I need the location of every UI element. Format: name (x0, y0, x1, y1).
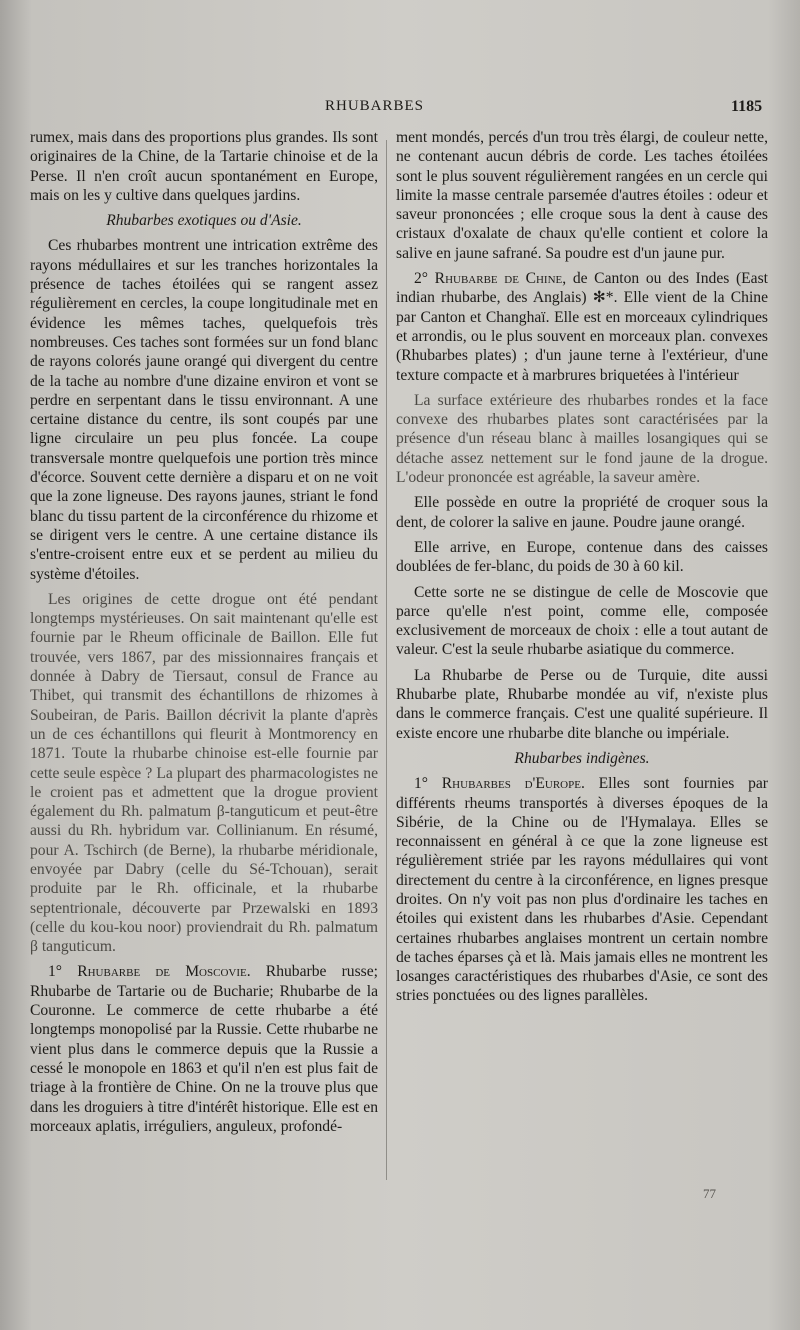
column-divider (386, 140, 387, 1180)
page-number: 1185 (731, 98, 763, 115)
entry-text: Rhubarbe russe; Rhubarbe de Tartarie ou de Bucharie; Rhubarbe de la Couronne. Le commerce de cette rhubarbe a été longtemps monopolisé par la Russie. Cette rhubarbe ne vient plus dans le commerce depuis que la Russie a cessé le monopole en 1863 et qu'il n'en est plus fait de triage à la frontière de Chine. On ne la trouve plus que dans les droguiers à titre d'intérêt historique. Elle est en morceaux aplatis, irréguliers, anguleux, profondé- (30, 963, 378, 1135)
left-column (30, 128, 378, 1142)
running-title: RHUBARBES (325, 98, 425, 114)
right-column (396, 128, 768, 1012)
paragraph: rumex, mais dans des proportions plus grandes. Ils sont originaires de la Chine, de la Tartarie chinoise et de la Perse. Il n'en croît aucun spontanément en Europe, mais on les y cultive dans quelques jardins. (30, 129, 378, 204)
printer-signature: 77 (703, 1186, 716, 1201)
paragraph-europe (396, 774, 768, 1006)
section-heading-exotic: Rhubarbes exotiques ou d'Asie. (106, 212, 302, 230)
paragraph-chine (396, 269, 768, 385)
entry-lead: 2° Rhubarbe de Chine, (414, 270, 567, 288)
entry-lead: 1° Rhubarbes d'Europe. (414, 775, 585, 793)
entry-lead: 1° Rhubarbe de Moscovie. (48, 963, 251, 981)
paragraph: ment mondés, percés d'un trou très élargi, de couleur nette, ne contenant aucun débris de corde. Les taches étoilées sont le plus souvent régulièrement rangées en un cercle qui limite la masse centrale parsemée d'autres étoiles : odeur et saveur prononcées ; elle croque sous la dent à cause des cristaux d'oxalate de chaux qu'elle contient et colore la salive en jaune safrané. Sa poudre est d'un jaune pur. (396, 129, 768, 262)
entry-text: de Canton ou des Indes (East indian rhubarbe, des Anglais) ✻*. Elle vient de la Chine par Canton et Changhaï. Elle est en morceaux cylindriques et arrondis, ou le plus souvent en morceaux plan. convexes (Rhubarbes plates) ; d'un jaune terne à l'extérieur, d'une texture compacte et à marbrures briquetées à l'intérieur (396, 270, 768, 384)
paragraph: Elle arrive, en Europe, contenue dans des caisses doublées de fer-blanc, du poids de 30 à 60 kil. (396, 538, 768, 576)
entry-text: Elles sont fournies par différents rheums transportés à diverses époques de la Sibérie, de la Chine ou de l'Hymalaya. Elles se reconnaissent en général à ce que la zone ligneuse est régulièrement striée par les rayons médullaires qui vont directement du centre à la circonférence, en lignes presque droites. On n'y voit pas non plus d'ordinaire les taches en étoiles qui existent dans les rhubarbes d'Asie. Cependant certaines rhubarbes anglaises montrent un certain nombre de taches éparses çà et là. Mais jamais elles ne montrent les losanges caractéristiques des rhubarbes d'Asie, ce sont des stries ponctuées ou des lignes parallèles. (396, 775, 768, 1005)
paragraph: Ces rhubarbes montrent une intrication extrême des rayons médullaires et sur les tranches horizontales la présence de taches étoilées qui se rangent assez régulièrement en cercles, la coupe longitudinale met en évidence les mêmes taches, quelquefois très nombreuses. Ces taches sont formées sur un fond blanc de rayons colorés jaune orangé qui divergent du centre de la tache au nombre d'une dizaine environ et vont se perdre en serpentant dans le tissu environnant. A une certaine distance du centre, ils sont coupés par une ligne circulaire un peu plus foncée. La coupe transversale montre quelquefois une portion très mince d'écorce. Souvent cette dernière a disparu et on ne voit que la zone ligneuse. Des rayons jaunes, striant le fond blanc du tissu partent de la circonférence du rhizome et se dirigent vers le centre. A une certaine distance ils s'entre-croisent entre eux et se perdent au milieu du système d'étoiles. (30, 237, 378, 583)
page-header (0, 98, 800, 118)
section-heading-indigenous: Rhubarbes indigènes. (514, 749, 650, 767)
paragraph: Les origines de cette drogue ont été pendant longtemps mystérieuses. On sait maintenant qu'elle est fournie par le Rheum officinale de Baillon. Elle fut trouvée, vers 1867, par des missionnaires français et donnée à Dabry de Tiersaut, consul de France au Thibet, qui transmit des échantillons de rhizomes à Soubeiran, de Paris. Baillon décrivit la plante d'après un de ces échantillons qui fleurit à Montmorency en 1871. Toute la rhubarbe chinoise est-elle fournie par cette seule espèce ? La plupart des pharmacologistes ne le croient pas et admettent que la drogue provient également du Rh. palmatum β-tanguticum et peut-être aussi du Rh. hybridum var. Collinianum. En résumé, pour A. Tschirch (de Berne), la rhubarbe méridionale, envoyée par Dabry (celle du Sé-Tchouan), serait produite par le Rh. officinale, et la rhubarbe septentrionale, découverte par Przewalski en 1893 (celle du kou-kou noor) proviendrait du Rh. palmatum β tanguticum. (30, 590, 378, 956)
paragraph: La Rhubarbe de Perse ou de Turquie, dite aussi Rhubarbe plate, Rhubarbe mondée au vif, n'existe plus dans le commerce français. C'est une qualité supérieure. Il existe encore une rhubarbe dite blanche ou impériale. (396, 666, 768, 742)
paragraph: Cette sorte ne se distingue de celle de Moscovie que parce qu'elle n'est point, comme elle, composée exclusivement de morceaux de choix : elle a tout autant de valeur. C'est la seule rhubarbe asiatique du commerce. (396, 583, 768, 659)
paragraph-moscovie (30, 962, 378, 1136)
paragraph: La surface extérieure des rhubarbes rondes et la face convexe des rhubarbes plates sont caractérisées par la présence d'un réseau blanc à mailles losangiques qui se détache assez nettement sur le fond jaune de la drogue. L'odeur prononcée est agréable, la saveur amère. (396, 391, 768, 487)
paragraph: Elle possède en outre la propriété de croquer sous la dent, de colorer la salive en jaune. Poudre jaune orangé. (396, 494, 768, 531)
